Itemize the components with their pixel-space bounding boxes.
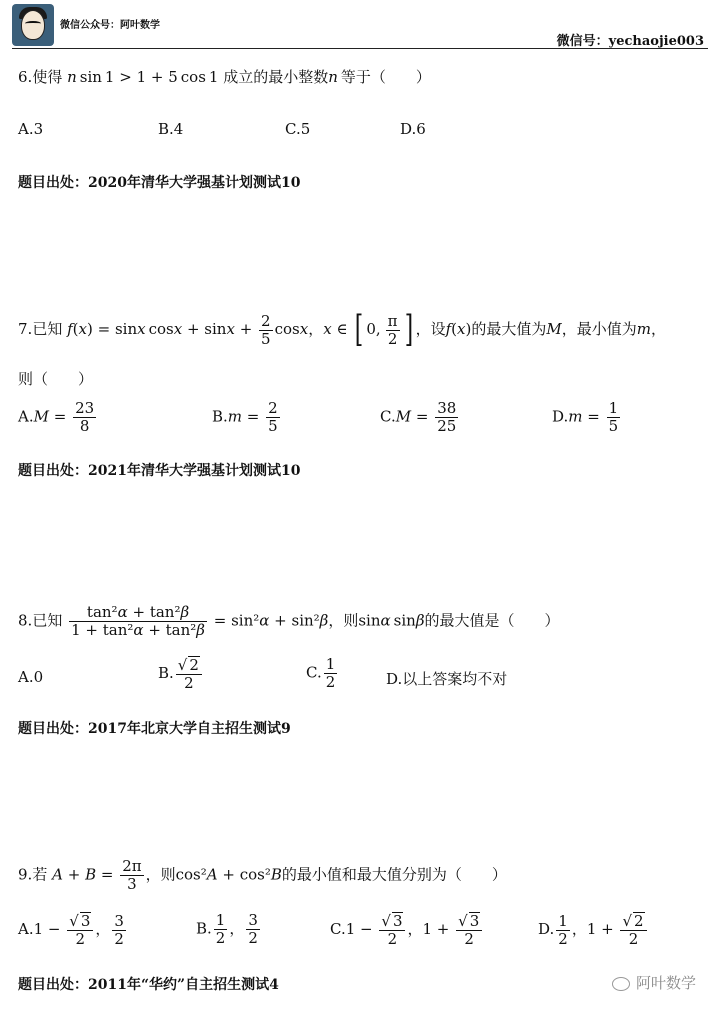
wechat-id: 微信号：yechaojie003 xyxy=(556,34,704,49)
question-9-option-b: B. $\frac{1}{2}$ ， $\frac{3}{2}$ xyxy=(196,911,258,947)
watermark: 阿叶数学 xyxy=(612,972,696,993)
question-7-option-d: D.m = $\frac{1}{5}$ xyxy=(552,399,619,435)
question-9-source: 题目出处：2011年“华约”自主招生测试4 xyxy=(18,977,279,993)
question-6-option-a: A.3 xyxy=(18,120,44,138)
question-6-option-d: D.6 xyxy=(400,120,426,138)
question-7-option-a: A.M = $\frac{23}{8}$ xyxy=(18,399,95,435)
question-7-stem-line2: 则（ ） xyxy=(18,370,94,388)
question-8-option-a: A.0 xyxy=(18,668,44,686)
official-account-label: 微信公众号：阿叶数学 xyxy=(60,20,160,31)
question-7-option-c: C.M = $\frac{38}{25}$ xyxy=(380,399,457,435)
question-7-option-b: B.m = $\frac{2}{5}$ xyxy=(212,399,278,435)
question-9-stem: 9.若 A + B = $\frac{2\pi}{3}$ ，则cos²A + cos²B的最小值和最大值分别为（ ） xyxy=(18,857,507,893)
question-6-stem: 6.使得 n sin 1 > 1 + 5 cos 1 成立的最小整数n 等于（ ） xyxy=(18,68,431,86)
question-9-option-a: A.1 − $\frac{√ 3}{2}$ ， $\frac{3}{2}$ xyxy=(18,911,124,948)
wechat-icon xyxy=(612,977,630,991)
question-7-stem: 7.已知 f(x) = sinx cosx + sinx + $\frac{2}{5}$ cosx，x ∈ [ 0, $\frac{\pi}{2}$ ] ，设f(x)的最大值为M，最小值为m， xyxy=(18,309,666,350)
question-8-source: 题目出处：2017年北京大学自主招生测试9 xyxy=(18,721,291,737)
question-7-source: 题目出处：2021年清华大学强基计划测试10 xyxy=(18,463,301,479)
question-8-option-c: C. $\frac{1}{2}$ xyxy=(306,655,336,691)
question-8-option-b: B. $\frac{√ 2}{2}$ xyxy=(158,656,204,692)
question-6-option-b: B.4 xyxy=(158,120,184,138)
question-6-source: 题目出处：2020年清华大学强基计划测试10 xyxy=(18,175,301,191)
question-9-option-c: C.1 − $\frac{√ 3}{2}$ ，1 + $\frac{√ 3}{2}$ xyxy=(330,912,484,948)
avatar xyxy=(12,4,54,46)
question-8-stem: 8.已知 $\frac{\text{tan²α + tan²β}}{\text{1 + tan²α + tan²β}}$ = sin²α + sin²β，则sinα sinβ的最大值是（ ） xyxy=(18,603,560,639)
question-8-option-d: D.以上答案均不对 xyxy=(386,670,508,688)
question-9-option-d: D. $\frac{1}{2}$ ，1 + $\frac{√ 2}{2}$ xyxy=(538,912,649,948)
question-6-option-c: C.5 xyxy=(285,120,311,138)
header-divider xyxy=(12,48,708,49)
page-header xyxy=(0,0,720,52)
